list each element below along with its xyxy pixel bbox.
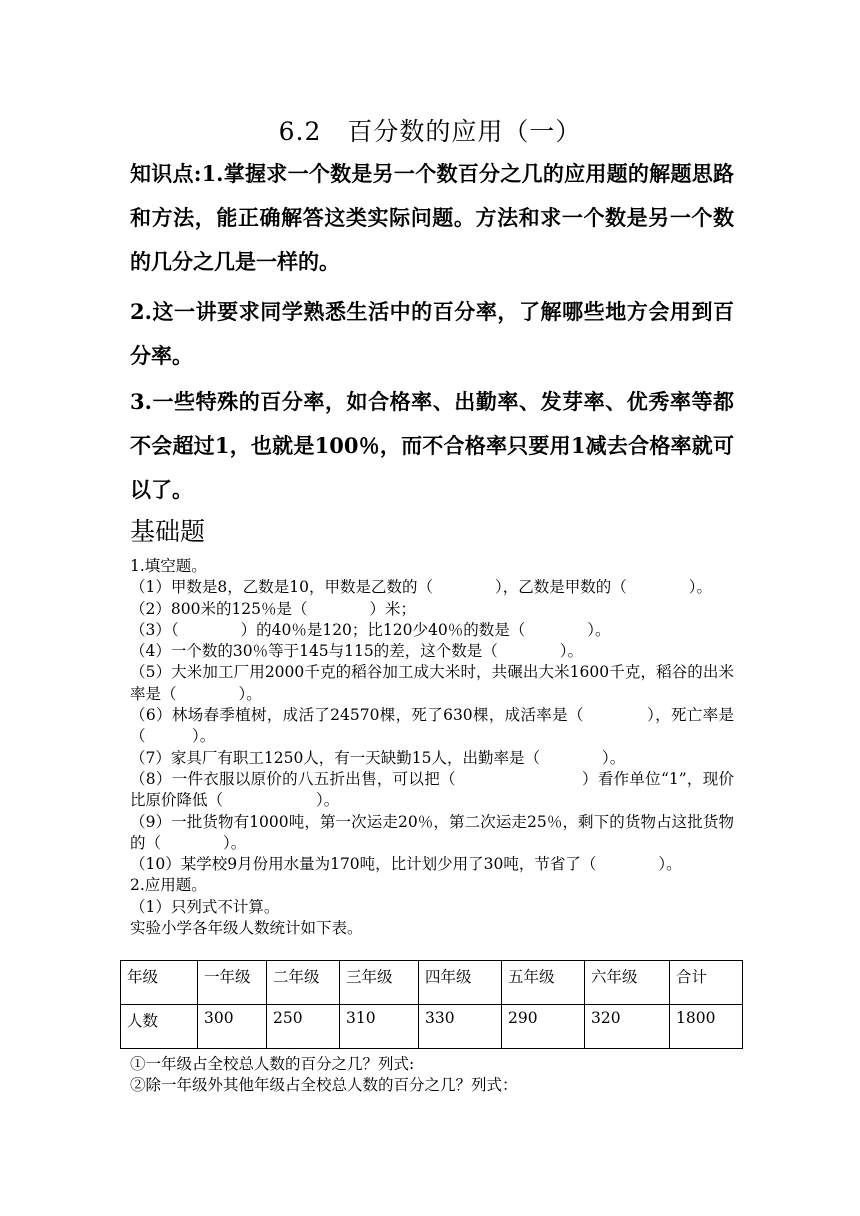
knowledge-point-2: 2.这一讲要求同学熟悉生活中的百分率，了解哪些地方会用到百分率。 <box>130 299 734 368</box>
table-cell: 1800 <box>670 1005 743 1049</box>
table-cell: 320 <box>585 1005 670 1049</box>
table-cell: 250 <box>267 1005 340 1049</box>
table-cell: 300 <box>198 1005 267 1049</box>
page-title: 6.2 百分数的应用（一） <box>278 117 582 146</box>
knowledge-point-1: 知识点:1.掌握求一个数是另一个数百分之几的应用题的解题思路和方法，能正确解答这类实际问题。方法和求一个数是另一个数的几分之几是一样的。 <box>130 161 734 274</box>
fill-item-4: （4）一个数的30％等于145与115的差，这个数是（ ）。 <box>130 642 584 661</box>
table-cell: 六年级 <box>585 961 670 1005</box>
table-cell: 三年级 <box>340 961 419 1005</box>
fill-item-5: （5）大米加工厂用2000千克的稻谷加工成大米时，共碾出大米1600千克，稻谷的出米率是（ ）。 <box>130 663 734 703</box>
question-2-heading: 2.应用题。 <box>130 876 207 895</box>
table-cell: 一年级 <box>198 961 267 1005</box>
question-item: ①一年级占全校总人数的百分之几？列式: <box>130 1055 415 1073</box>
question-2-sub: （1）只列式不计算。 <box>130 897 280 916</box>
fill-item-3: （3）（ ）的40％是120；比120少40％的数是（ ）。 <box>130 620 611 639</box>
question-1-heading: 1.填空题。 <box>130 557 207 575</box>
table-cell: 330 <box>419 1005 502 1049</box>
table-cell: 五年级 <box>502 961 585 1005</box>
table-cell: 290 <box>502 1005 585 1049</box>
fill-item-2: （2）800米的125％是（ ）米； <box>130 599 417 618</box>
table-cell: 二年级 <box>267 961 340 1005</box>
table-cell: 合计 <box>670 961 743 1005</box>
section-title: 基础题 <box>130 517 206 546</box>
question-list <box>130 556 734 939</box>
table-header-row <box>121 961 743 1005</box>
grade-table <box>120 960 743 1049</box>
fill-item-7: （7）家具厂有职工1250人，有一天缺勤15人，出勤率是（ ）。 <box>130 748 626 767</box>
question-item: ②除一年级外其他年级占全校总人数的百分之几？列式： <box>130 1076 518 1094</box>
table-caption: 实验小学各年级人数统计如下表。 <box>130 919 363 938</box>
fill-item-6: （6）林场春季植树，成活了24570棵，死了630棵，成活率是（ ），死亡率是（ ）。 <box>130 706 734 746</box>
table-cell: 人数 <box>121 1005 198 1049</box>
table-cell: 四年级 <box>419 961 502 1005</box>
table-cell: 年级 <box>121 961 198 1005</box>
fill-item-10: （10）某学校9月份用水量为170吨，比计划少用了30吨，节省了（ ）。 <box>130 855 682 874</box>
knowledge-point-3: 3.一些特殊的百分率，如合格率、出勤率、发芽率、优秀率等都不会超过1，也就是100％，而不合格率只要用1减去合格率就可以了。 <box>130 389 734 502</box>
table-row <box>121 1005 743 1049</box>
table-cell: 310 <box>340 1005 419 1049</box>
fill-item-9: （9）一批货物有1000吨，第一次运走20％，第二次运走25％，剩下的货物占这批货物的（ ）。 <box>130 812 734 852</box>
fill-item-8: （8）一件衣服以原价的八五折出售，可以把（ ）看作单位“1”，现价比原价降低（ ）。 <box>130 769 734 810</box>
fill-item-1: （1）甲数是8，乙数是10，甲数是乙数的（ ），乙数是甲数的（ ）。 <box>130 578 712 597</box>
followup-questions <box>130 1054 518 1096</box>
